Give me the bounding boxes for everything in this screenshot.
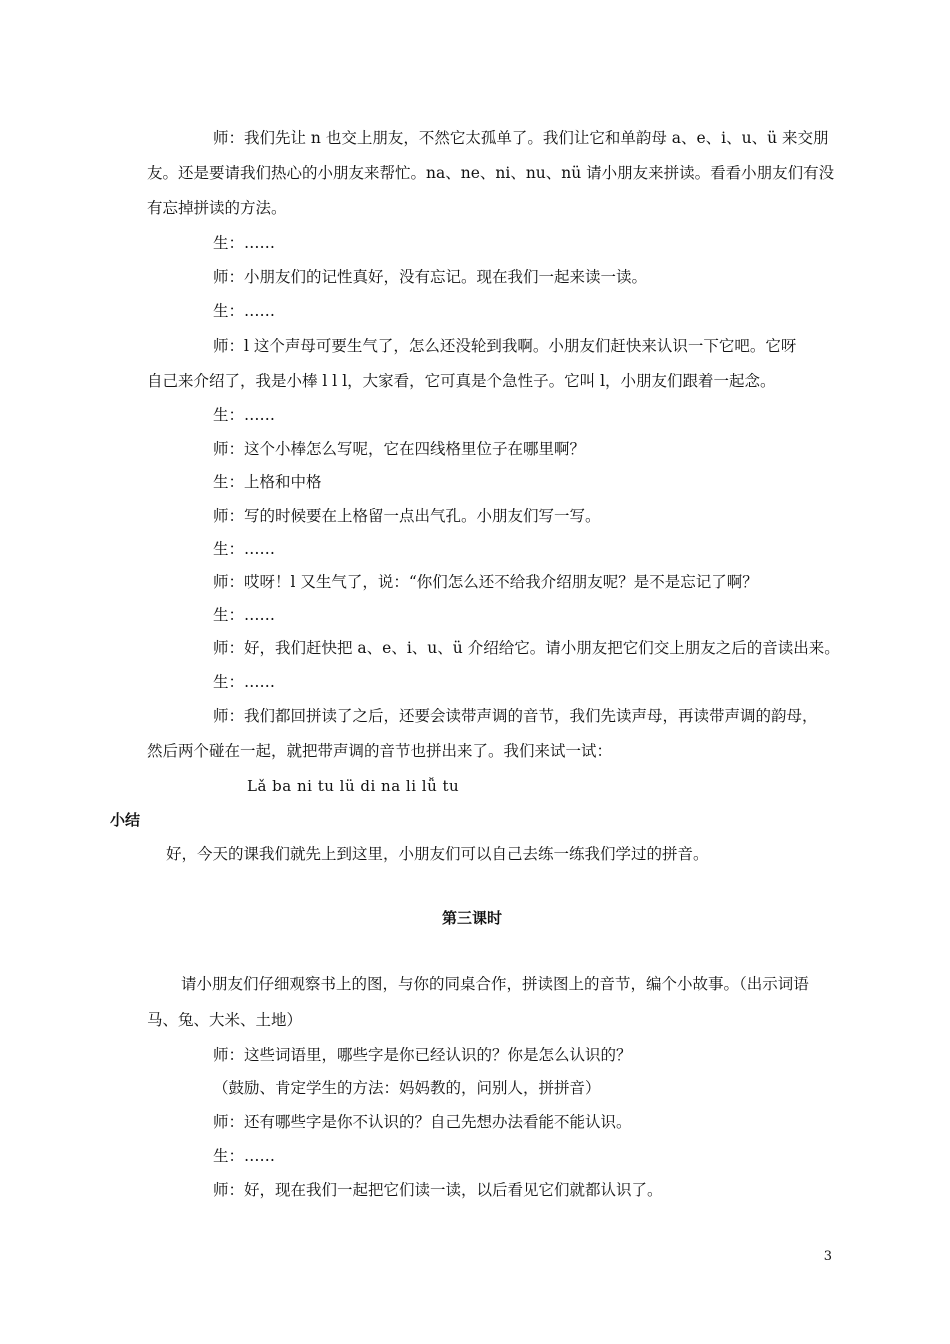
student-line: 生：…… (213, 540, 276, 558)
teacher-line: 师：小朋友们的记性真好，没有忘记。现在我们一起来读一读。 (213, 268, 648, 286)
student-line: 生：…… (213, 302, 276, 320)
teacher-line: 师：这个小棒怎么写呢，它在四线格里位子在哪里啊？ (213, 440, 586, 458)
teacher-line: 师：写的时候要在上格留一点出气孔。小朋友们写一写。 (213, 507, 601, 525)
teacher-line: 师：好，现在我们一起把它们读一读，以后看见它们就都认识了。 (213, 1181, 663, 1199)
paragraph-line: 然后两个碰在一起，就把带声调的音节也拼出来了。我们来试一试： (147, 742, 613, 760)
student-line: 生：…… (213, 1147, 276, 1165)
paragraph-line: 自己来介绍了，我是小棒 l l l，大家看，它可真是个急性子。它叫 l，小朋友们跟着一起念。 (147, 372, 776, 390)
note-line: （鼓励、肯定学生的方法：妈妈教的，问别人，拼拼音） (213, 1079, 601, 1097)
paragraph-line: 友。还是要请我们热心的小朋友来帮忙。na、ne、ni、nu、nü 请小朋友来拼读。看看小朋友们有没 (147, 164, 835, 182)
summary-text: 好，今天的课我们就先上到这里，小朋友们可以自己去练一练我们学过的拼音。 (166, 845, 709, 863)
section-title: 第三课时 (442, 909, 503, 927)
summary-heading: 小结 (110, 811, 141, 829)
teacher-line: 师：还有哪些字是你不认识的？自己先想办法看能不能认识。 (213, 1113, 632, 1131)
teacher-line: 师：这些词语里，哪些字是你已经认识的？你是怎么认识的？ (213, 1046, 632, 1064)
page-number: 3 (823, 1249, 832, 1264)
teacher-line: 师：l 这个声母可要生气了，怎么还没轮到我啊。小朋友们赶快来认识一下它吧。它呀 (213, 337, 797, 355)
pinyin-practice-line: Lǎ ba ni tu lü di na li lǚ tu (247, 777, 460, 795)
student-line: 生：…… (213, 673, 276, 691)
teacher-line: 师：我们都回拼读了之后，还要会读带声调的音节，我们先读声母，再读带声调的韵母， (213, 707, 818, 725)
paragraph-line: 师：我们先让 n 也交上朋友，不然它太孤单了。我们让它和单韵母 a、e、i、u、ü 来交朋 (213, 129, 829, 147)
student-line: 生：上格和中格 (213, 473, 322, 491)
student-line: 生：…… (213, 606, 276, 624)
student-line: 生：…… (213, 406, 276, 424)
paragraph-line: 马、兔、大米、土地） (147, 1011, 303, 1029)
teacher-line: 师：哎呀！l 又生气了，说：“你们怎么还不给我介绍朋友呢？是不是忘记了啊？ (213, 573, 758, 591)
paragraph-line: 请小朋友们仔细观察书上的图，与你的同桌合作，拼读图上的音节，编个小故事。（出示词语 (181, 975, 809, 993)
student-line: 生：…… (213, 234, 276, 252)
paragraph-line: 有忘掉拼读的方法。 (147, 199, 287, 217)
teacher-line: 师：好，我们赶快把 a、e、i、u、ü 介绍给它。请小朋友把它们交上朋友之后的音读出来。 (213, 639, 840, 657)
